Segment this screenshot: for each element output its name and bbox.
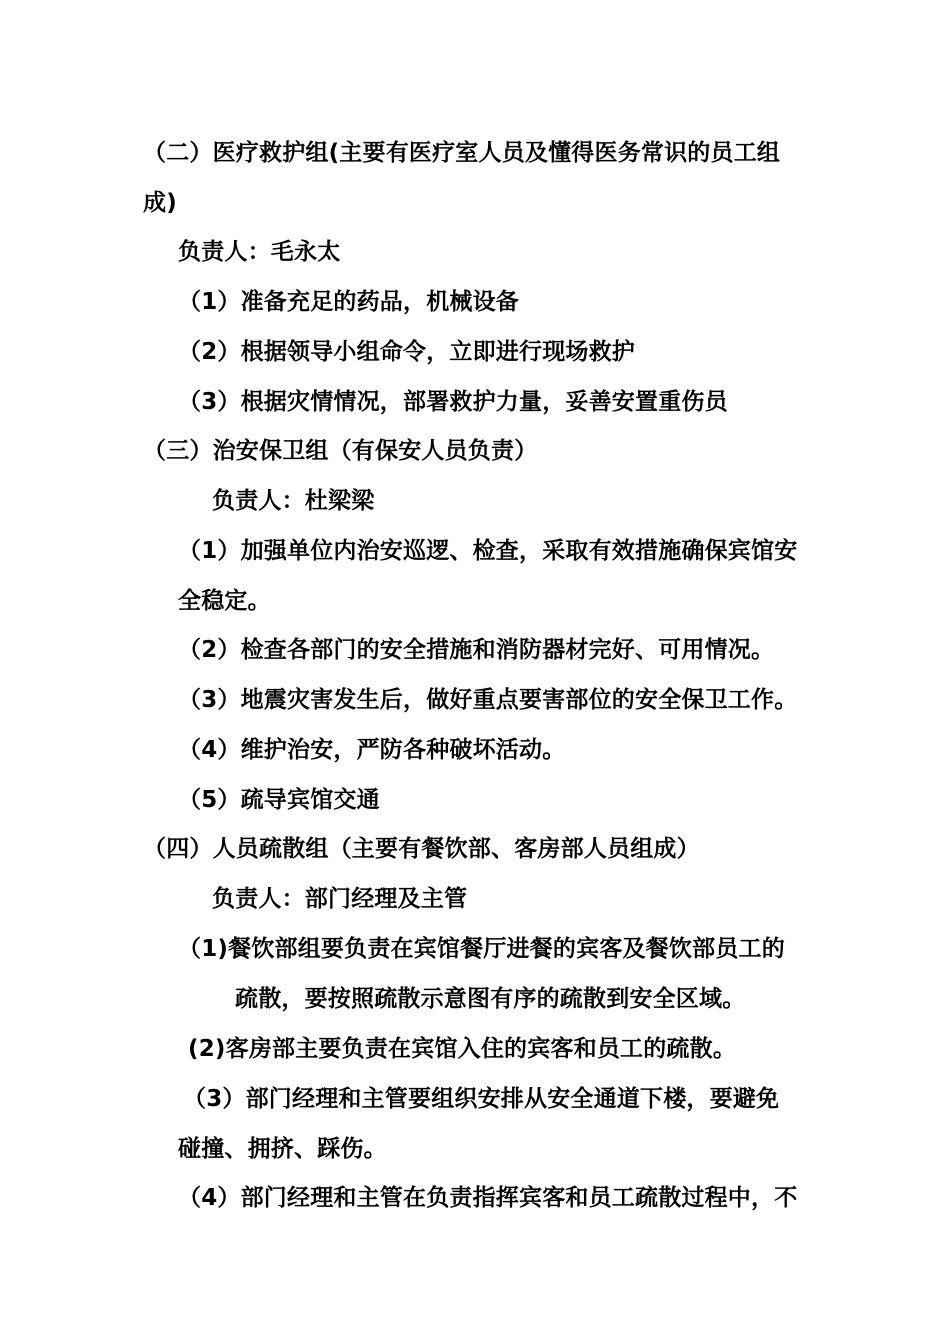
list-item: （2）根据领导小组命令，立即进行现场救护	[178, 339, 636, 365]
list-item: （4）维护治安，严防各种破坏活动。	[178, 737, 566, 763]
list-item: （3）部门经理和主管要组织安排从安全通道下楼，要避免	[183, 1086, 780, 1112]
text-line: 疏散，要按照疏散示意图有序的疏散到安全区域。	[235, 986, 746, 1012]
list-item: （3）根据灾情情况，部署救护力量，妥善安置重伤员	[178, 389, 728, 415]
list-item: （1)餐饮部组要负责在宾馆餐厅进餐的宾客及餐饮部员工的	[178, 936, 785, 962]
text-line: 成)	[143, 190, 177, 216]
responsible-person-line: 负责人：杜梁梁	[212, 488, 375, 514]
text-line: 碰撞、拥挤、踩伤。	[178, 1136, 387, 1162]
section-heading-evacuation: （四）人员疏散组（主要有餐饮部、客房部人员组成）	[143, 836, 700, 862]
list-item: (2)客房部主要负责在宾馆入住的宾客和员工的疏散。	[188, 1036, 737, 1062]
list-item: （4）部门经理和主管在负责指挥宾客和员工疏散过程中，不	[178, 1185, 798, 1211]
list-item: （1）准备充足的药品，机械设备	[178, 289, 520, 315]
responsible-person-line: 负责人：毛永太	[178, 239, 341, 265]
section-heading-security: （三）治安保卫组（有保安人员负责）	[143, 438, 538, 464]
text-line: 全稳定。	[178, 588, 271, 614]
list-item: （3）地震灾害发生后，做好重点要害部位的安全保卫工作。	[178, 687, 798, 713]
list-item: （2）检查各部门的安全措施和消防器材完好、可用情况。	[178, 637, 775, 663]
responsible-person-line: 负责人：部门经理及主管	[212, 886, 468, 912]
section-heading-medical: （二）医疗救护组(主要有医疗室人员及懂得医务常识的员工组	[143, 140, 781, 166]
list-item: （5）疏导宾馆交通	[178, 787, 380, 813]
list-item: （1）加强单位内治安巡逻、检查，采取有效措施确保宾馆安	[178, 538, 798, 564]
